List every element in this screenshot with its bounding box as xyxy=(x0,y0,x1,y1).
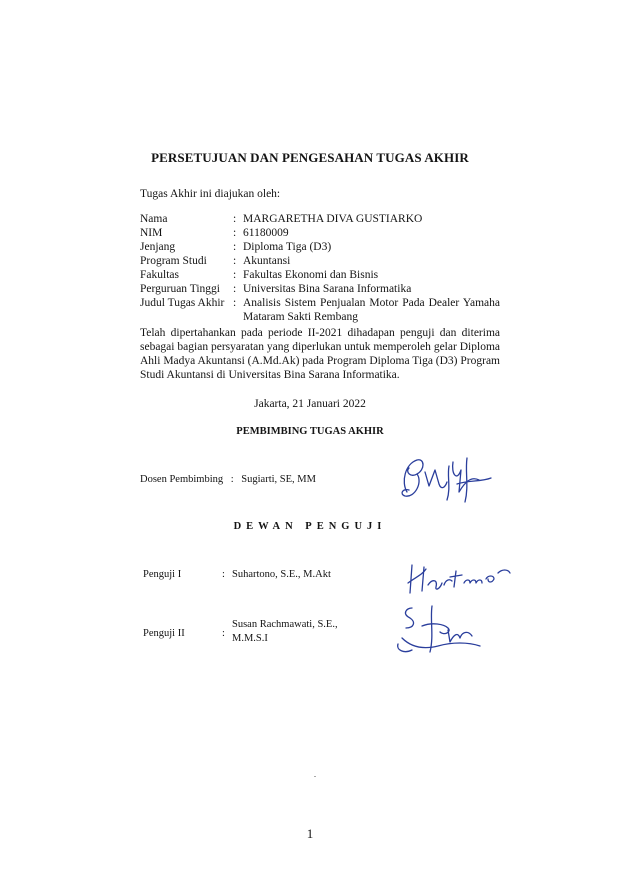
info-row-program-studi xyxy=(140,254,500,268)
page-title: PERSETUJUAN DAN PENGESAHAN TUGAS AKHIR xyxy=(151,150,469,165)
page-dot: . xyxy=(314,770,316,779)
info-value: Diploma Tiga (D3) xyxy=(243,241,332,253)
info-colon: : xyxy=(233,297,237,309)
info-label: Jenjang xyxy=(140,241,176,253)
info-label: Program Studi xyxy=(140,255,207,267)
examiner-1-signature xyxy=(402,555,517,600)
info-label: Perguruan Tinggi xyxy=(140,283,220,295)
info-colon: : xyxy=(233,213,237,225)
board-heading: DEWAN PENGUJI xyxy=(233,521,387,532)
examiner-1-colon: : xyxy=(222,569,225,580)
info-row-nim xyxy=(140,226,500,240)
supervisor-name: Sugiarti, SE, MM xyxy=(241,474,316,485)
intro-text: Tugas Akhir ini diajukan oleh: xyxy=(140,188,281,200)
info-row-fakultas xyxy=(140,268,500,282)
info-value: 61180009 xyxy=(243,227,289,239)
info-value: Fakultas Ekonomi dan Bisnis xyxy=(243,269,379,281)
page-number: 1 xyxy=(306,826,314,841)
supervisor-signature xyxy=(395,452,495,507)
supervisor-line xyxy=(140,474,316,485)
examiner-1-name: Suhartono, S.E., M.Akt xyxy=(232,569,331,580)
info-label: Nama xyxy=(140,213,168,225)
info-value: Analisis Sistem Penjualan Motor Pada Dealer Yamaha Mataram Sakti Rembang xyxy=(243,297,500,323)
supervisor-colon: : xyxy=(230,474,234,485)
info-colon: : xyxy=(233,283,237,295)
info-label: Judul Tugas Akhir xyxy=(140,297,225,309)
date-line: Jakarta, 21 Januari 2022 xyxy=(254,398,366,410)
info-value: MARGARETHA DIVA GUSTIARKO xyxy=(243,213,423,225)
info-colon: : xyxy=(233,255,237,267)
info-label: Fakultas xyxy=(140,269,179,281)
info-row-perguruan-tinggi xyxy=(140,282,500,296)
info-value: Universitas Bina Sarana Informatika xyxy=(243,283,412,295)
info-row-nama xyxy=(140,212,500,226)
info-colon: : xyxy=(233,269,237,281)
supervisor-label: Dosen Pembimbing xyxy=(140,474,224,485)
info-colon: : xyxy=(233,227,237,239)
examiner-2-colon: : xyxy=(222,628,225,639)
approval-paragraph: Telah dipertahankan pada periode II-2021 dihadapan penguji dan diterima sebagai bagian persyaratan yang diperlukan untuk memperoleh gelar Diploma Ahli Madya Akuntansi (A.Md.Ak) pada Program Diploma Tiga (D3) Program Studi Akuntansi di Universitas Bina Sarana Informatika. xyxy=(140,327,500,381)
info-row-judul xyxy=(140,296,500,324)
info-row-jenjang xyxy=(140,240,500,254)
info-label: NIM xyxy=(140,227,163,239)
student-info xyxy=(140,212,500,324)
examiner-2-label: Penguji II xyxy=(143,628,185,639)
examiner-2-name: Susan Rachmawati, S.E., M.M.S.I xyxy=(232,619,338,644)
info-colon: : xyxy=(233,241,237,253)
supervisor-heading: PEMBIMBING TUGAS AKHIR xyxy=(236,426,384,437)
examiner-1-label: Penguji I xyxy=(143,569,182,580)
info-value: Akuntansi xyxy=(243,255,291,267)
examiner-2-signature xyxy=(392,602,487,662)
